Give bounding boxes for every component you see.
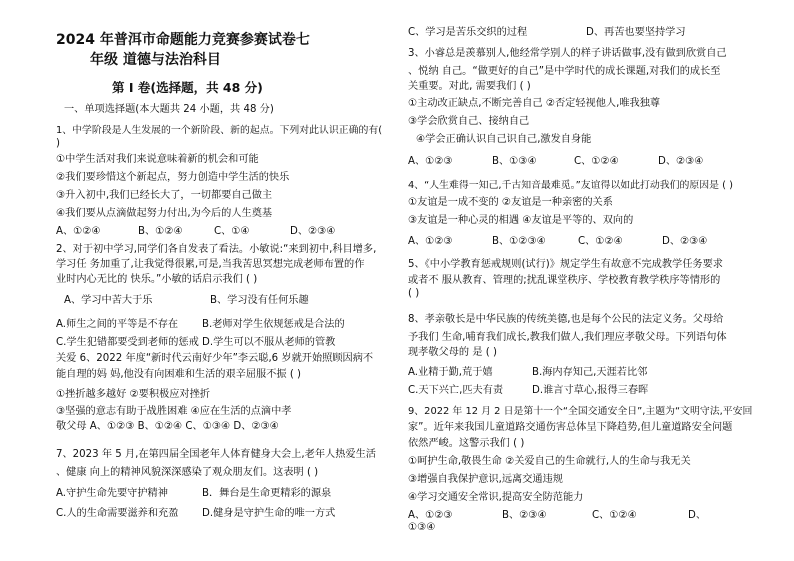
q8-options-cd <box>408 384 648 397</box>
q1-stem-tail: ) <box>56 138 60 149</box>
q5-stem-2: 或者不 服从教育、管理的;扰乱课堂秩序、学校教育教学秩序等情形的 <box>408 275 721 286</box>
q8-option-a[interactable]: A.业精于勤,荒于嬉 <box>408 367 493 378</box>
q8-options-ab <box>408 366 647 379</box>
q1-option-b[interactable]: B、①②④ <box>138 226 183 237</box>
q6-options: 敬父母 A、①②③ B、①②④ C、①③④ D、②③④ <box>56 421 279 432</box>
q7-option-c[interactable]: C.人的生命需要滋养和充盈 <box>56 508 179 519</box>
q3-statements-12: ①主动改正缺点,不断完善自己 ②否定轻视他人,唯我独尊 <box>408 98 661 109</box>
q9-statement-3: ③增强自我保护意识,远离交通违规 <box>408 474 563 485</box>
q4-options <box>408 235 707 248</box>
q3-option-a[interactable]: A、①②③ <box>408 156 453 167</box>
q4-option-d[interactable]: D、②③④ <box>662 236 708 247</box>
q5-stem-3: ( ) <box>408 288 420 299</box>
q2-options-ab <box>64 294 309 307</box>
q2-stem-2: 学习任 务加重了,让我觉得很累,可是,当我苦思冥想完成老师布置的作 <box>56 259 365 270</box>
q4-statements-34: ③友谊是一种心灵的相遇 ④友谊是平等的、双向的 <box>408 215 634 226</box>
q2-options-row2 <box>56 318 345 331</box>
q4-option-a[interactable]: A、①②③ <box>408 236 453 247</box>
q7-option-b[interactable]: B．舞台是生命更精彩的源泉 <box>202 488 332 499</box>
q1-option-d[interactable]: D、②③④ <box>290 226 336 237</box>
exam-title-line1: 2024 年普洱市命题能力竞赛参赛试卷七 <box>56 32 310 48</box>
q3-statement-4: ④学会正确认识自己识自己,激发自身能 <box>416 134 592 145</box>
q2-option-h[interactable]: D.学生可以不服从老师的管教 <box>202 337 336 348</box>
q9-option-b[interactable]: B、②③④ <box>502 510 547 521</box>
q3-statement-3: ③学会欣赏自己、接纳自己 <box>408 116 530 127</box>
q2-option-e[interactable]: A.师生之间的平等是不存在 <box>56 319 179 330</box>
q6-stem-3: 能自理的妈 妈,他没有向困难和生活的艰辛屈服不振 ( ) <box>56 369 302 380</box>
q2-stem-1: 2、对于初中学习,同学们各自发表了看法。小敏说:“来到初中,科目增多, <box>56 244 377 255</box>
q9-stem-2: 家”。近年来我国儿童道路交通伤害总体呈下降趋势,但儿童道路安全问题 <box>408 422 733 433</box>
q9-option-c[interactable]: C、①②④ <box>592 510 637 521</box>
section-heading: 一、单项选择题(本大题共 24 小题，共 48 分) <box>64 104 274 115</box>
q9-stem-3: 依然严峻。这警示我们 ( ) <box>408 438 525 449</box>
q7-option-d[interactable]: D.健身是守护生命的唯一方式 <box>202 508 336 519</box>
q3-option-c[interactable]: C、①②④ <box>574 156 619 167</box>
exam-title-line2: 年级 道德与法治科目 <box>90 52 221 68</box>
q7-stem-1: 7、2023 年 5 月,在第四届全国老年人体育健身大会上,老年人热爱生活 <box>56 449 376 460</box>
q3-stem-2: 、悦纳 自己。“做更好的自己”是中学时代的成长课题,对我们的成长至 <box>408 66 721 77</box>
q1-option-a[interactable]: A、①②④ <box>56 226 101 237</box>
q1-statement-1: ①中学生活对我们来说意味着新的机会和可能 <box>56 154 259 165</box>
q3-stem-1: 3、小睿总是羡慕别人,他经常学别人的样子讲话做事,没有做到欣赏自己 <box>408 48 727 59</box>
q7-options-cd <box>56 507 335 520</box>
q2-option-a[interactable]: A、学习中苦大于乐 <box>64 295 153 306</box>
q7-options-ab <box>56 487 331 500</box>
q8-stem-3: 现孝敬父母的 是 ( ) <box>408 347 497 358</box>
q1-stem: 1、中学阶段是人生发展的一个新阶段、新的起点。下列对此认识正确的有( <box>56 125 383 136</box>
q1-statement-2: ②我们要珍惜这个新起点，努力创造中学生活的快乐 <box>56 172 290 183</box>
q4-stem: 4、“人生难得一知己,千古知音最难觅。”友谊得以如此打动我们的原因是 ( ) <box>408 180 733 191</box>
q2-option-d[interactable]: D、再苦也要坚持学习 <box>586 27 686 38</box>
q8-option-d[interactable]: D.谁言寸草心,报得三春晖 <box>532 385 649 396</box>
q4-option-c[interactable]: C、①②④ <box>578 236 623 247</box>
q9-options <box>408 509 706 522</box>
q6-stem-1: 关爱 6、2022 年度“新时代云南好少年”李云聪,6 岁就开始照顾因病不 <box>56 353 374 364</box>
q9-statements-12: ①呵护生命,敬畏生命 ②关爱自己的生命就行,人的生命与我无关 <box>408 456 691 467</box>
q9-option-d[interactable]: D、 <box>688 510 707 521</box>
q2-option-f[interactable]: B.老师对学生依规惩戒是合法的 <box>202 319 345 330</box>
q3-option-d[interactable]: D、②③④ <box>658 156 704 167</box>
q9-option-d-continued: ①③④ <box>408 522 436 533</box>
q8-stem-1: 8、孝亲敬长是中华民族的传统美德,也是每个公民的法定义务。父母给 <box>408 314 724 325</box>
q8-option-c[interactable]: C.天下兴亡,匹夫有责 <box>408 385 504 396</box>
q5-stem-1: 5、《中小学教育惩戒规则(试行)》规定学生有故意不完成教学任务要求 <box>408 259 723 270</box>
q2-option-b[interactable]: B、学习没有任何乐趣 <box>210 295 309 306</box>
q8-option-b[interactable]: B.海内存知己,天涯若比邻 <box>532 367 648 378</box>
q9-stem-1: 9、2022 年 12 月 2 日是第十一个“全国交通安全日”,主题为“文明守法,平安回 <box>408 406 753 417</box>
q3-options <box>408 155 703 168</box>
q6-statements-12: ①挫折越多越好 ②要积极应对挫折 <box>56 389 210 400</box>
q7-stem-2: 、健康 向上的精神风貌深深感染了观众朋友们。这表明 ( ) <box>56 467 319 478</box>
q1-statement-3: ③升入初中,我们已经长大了，一切都要自己做主 <box>56 190 273 201</box>
q7-option-a[interactable]: A.守护生命先要守护精神 <box>56 488 168 499</box>
q9-option-a[interactable]: A、①②③ <box>408 510 453 521</box>
q2-option-g[interactable]: C.学生犯错都要受到老师的惩戒 <box>56 337 199 348</box>
q4-statements-12: ①友谊是一成不变的 ②友谊是一种亲密的关系 <box>408 197 613 208</box>
q1-options <box>56 225 335 238</box>
q9-statement-4: ④学习交通安全常识,提高安全防范能力 <box>408 492 584 503</box>
q3-stem-3: 关重要。对此, 需要我们 ( ) <box>408 81 531 92</box>
q2-options-cd <box>408 26 686 39</box>
q8-stem-2: 予我们 生命,哺育我们成长,教我们做人,我们理应孝敬父母。下列语句体 <box>408 332 727 343</box>
q6-statements-34: ③坚强的意志有助于战胜困难 ④应在生活的点滴中孝 <box>56 406 292 417</box>
q2-options-row3 <box>56 336 335 349</box>
part-title: 第 I 卷(选择题，共 48 分) <box>112 80 263 95</box>
q1-statement-4: ④我们要从点滴做起努力付出,为今后的人生奠基 <box>56 208 273 219</box>
q2-stem-3: 业时内心无比的 快乐。”小敏的话启示我们 ( ) <box>56 274 258 285</box>
q3-option-b[interactable]: B、①③④ <box>492 156 537 167</box>
q1-option-c[interactable]: C、①④ <box>214 226 250 237</box>
q4-option-b[interactable]: B、①②③④ <box>492 236 546 247</box>
q2-option-c[interactable]: C、学习是苦乐交织的过程 <box>408 27 528 38</box>
